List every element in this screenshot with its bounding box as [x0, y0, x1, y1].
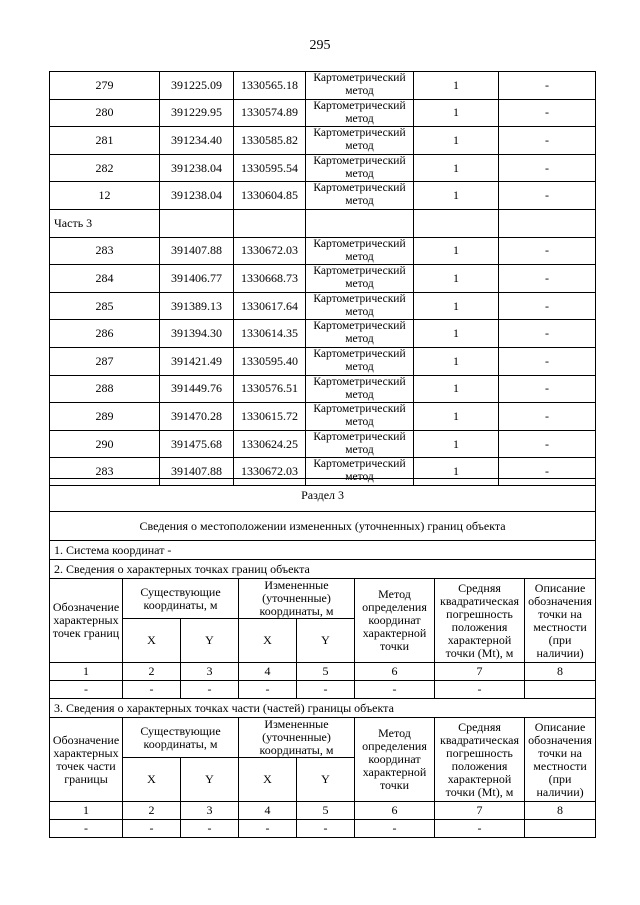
column-header: Существующие координаты, м [123, 718, 239, 758]
column-header: X [123, 619, 181, 663]
table-row: 286 391394.30 1330614.35 Картометрический метод 1 - [50, 320, 596, 348]
table-row: 283 391407.88 1330672.03 Картометрический метод 1 - [50, 458, 596, 486]
column-header: X [239, 619, 297, 663]
section3-table [49, 478, 596, 838]
part-label-row [50, 209, 596, 237]
column-header: Измененные (уточненные) координаты, м [239, 718, 355, 758]
column-header: Y [181, 758, 239, 802]
column-header: X [123, 758, 181, 802]
header-row [50, 579, 596, 619]
column-header: Y [297, 619, 355, 663]
column-header: Метод определения координат характерной точки [355, 718, 435, 802]
column-header: Y [181, 619, 239, 663]
column-header: Измененные (уточненные) координаты, м [239, 579, 355, 619]
column-header: Существующие координаты, м [123, 579, 239, 619]
table-row: 282 391238.04 1330595.54 Картометрический метод 1 - [50, 154, 596, 182]
column-number-row: 1 2 3 4 5 6 7 8 [50, 663, 596, 681]
table-row: - - - - - - - [50, 820, 596, 838]
column-header: Y [297, 758, 355, 802]
table-row: 288 391449.76 1330576.51 Картометрический метод 1 - [50, 375, 596, 403]
table-row: 280 391229.95 1330574.89 Картометрический метод 1 - [50, 99, 596, 127]
column-header: Обозначение характерных точек части границы [50, 718, 123, 802]
coordinates-table [49, 71, 596, 486]
page-number: 295 [309, 38, 331, 53]
table-row: 290 391475.68 1330624.25 Картометрический метод 1 - [50, 430, 596, 458]
column-header: Средняя квадратическая погрешность положения характерной точки (Mt), м [435, 718, 525, 802]
column-header: Обозначение характерных точек границ [50, 579, 123, 663]
table-row: 281 391234.40 1330585.82 Картометрический метод 1 - [50, 127, 596, 155]
points-heading: 2. Сведения о характерных точках границ объекта [50, 560, 596, 579]
column-header: Описание обозначения точки на местности (при наличии) [525, 579, 596, 663]
part-label: Часть 3 [50, 209, 160, 237]
column-header: Средняя квадратическая погрешность положения характерной точки (Mt), м [435, 579, 525, 663]
header-row [50, 718, 596, 758]
table-row: 284 391406.77 1330668.73 Картометрический метод 1 - [50, 265, 596, 293]
coord-system-line: 1. Система координат - [50, 541, 596, 560]
table-row: 287 391421.49 1330595.40 Картометрический метод 1 - [50, 347, 596, 375]
table-row: 279 391225.09 1330565.18 Картометрический метод 1 - [50, 72, 596, 100]
table-row: - - - - - - - [50, 681, 596, 699]
table-row: 289 391470.28 1330615.72 Картометрический метод 1 - [50, 403, 596, 431]
table-row: 12 391238.04 1330604.85 Картометрический метод 1 - [50, 182, 596, 210]
column-header: Описание обозначения точки на местности (при наличии) [525, 718, 596, 802]
section-title: Раздел 3 [50, 479, 596, 512]
table-row: 283 391407.88 1330672.03 Картометрический метод 1 - [50, 237, 596, 265]
parts-heading: 3. Сведения о характерных точках части (частей) границы объекта [50, 699, 596, 718]
column-number-row: 1 2 3 4 5 6 7 8 [50, 802, 596, 820]
table-row: 285 391389.13 1330617.64 Картометрический метод 1 - [50, 292, 596, 320]
section-subtitle: Сведения о местоположении измененных (уточненных) границ объекта [50, 512, 596, 541]
column-header: Метод определения координат характерной точки [355, 579, 435, 663]
column-header: X [239, 758, 297, 802]
